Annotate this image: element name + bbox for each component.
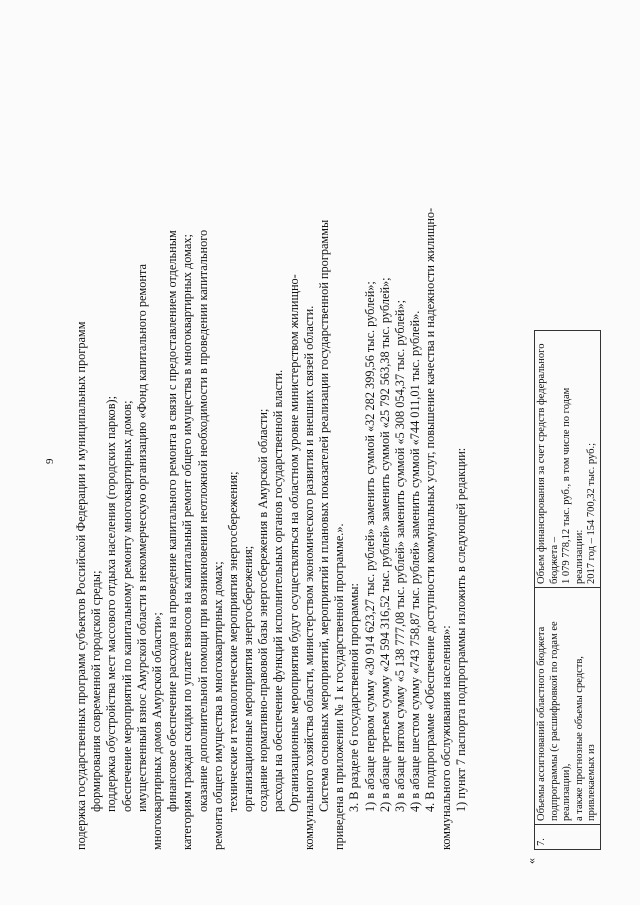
table-row	[535, 331, 601, 850]
text-line: ремонта общего имущества в многоквартирных домах;	[210, 561, 225, 850]
table-cell-number: 7.	[535, 825, 601, 850]
text-line: 3) в абзаце пятом сумму «5 138 777,08 тыс. рублей» заменить суммой «5 308 054,37 тыс. рублей»;	[392, 299, 407, 812]
text-line: 3. В разделе 6 государственной программы:	[347, 583, 362, 812]
text-line: поддержка обустройства мест массового отдыха населения (городских парков);	[104, 395, 119, 812]
text-line: 4. В подпрограмме «Обеспечение доступности коммунальных услуг, повышение качества и надежности жилищно-	[423, 207, 438, 812]
text-line: организационные мероприятия энергосбережения;	[241, 545, 256, 812]
table-label-line: подпрограммы (с расшифровкой по годам ее реализации),	[548, 621, 572, 821]
page-number: 9	[44, 458, 56, 464]
text-line: расходы на обеспечение функций исполнительных органов государственной власти.	[271, 369, 286, 812]
text-line: многоквартирных домов Амурской области»;	[149, 612, 164, 850]
rotated-content	[44, 50, 597, 864]
passport-table	[534, 330, 601, 850]
text-line: подержка государственных программ субъектов Российской Федерации и муниципальных программ	[74, 321, 88, 850]
text-line: формирования современной городской среды;	[89, 570, 104, 812]
text-line: 1) пункт 7 паспорта подпрограммы изложить в следующей редакции:	[453, 447, 468, 812]
table-label-line: а также прогнозные объемы средств, привлекаемых из	[573, 656, 597, 821]
text-line: оказание дополнительной помощи при возникновении неотложной необходимости в проведении капитального	[195, 229, 210, 812]
text-line: коммунального обслуживания населения»:	[438, 625, 453, 850]
text-line: обеспечение мероприятий по капитальному ремонту многоквартирных домов;	[119, 400, 134, 812]
text-line: технические и технологические мероприятия энергосбережения;	[225, 471, 240, 812]
text-line: Система основных мероприятий, мероприятий и плановых показателей реализации государственной программы	[317, 219, 331, 812]
text-line: Организационные мероприятия будут осуществляться на областном уровне министерством жилищно-	[286, 274, 301, 812]
text-line: категориям граждан скидки по уплате взносов на капитальный ремонт общего имущества в многоквартирных домах;	[180, 234, 195, 850]
text-line: имущественный взнос Амурской области в некоммерческую организацию «Фонд капитального ремонта	[134, 264, 149, 812]
text-line: 2) в абзаце третьем сумму «24 594 316,52 тыс. рублей» заменить суммой «25 792 563,38 тыс. рублей»;	[377, 277, 392, 812]
text-line: создание нормативно-правовой базы энергосбережения в Амурской области;	[256, 408, 271, 812]
table-cell-value	[535, 331, 601, 588]
text-line: приведена в приложении № 1 к государственной программе.».	[332, 523, 347, 850]
text-line: финансовое обеспечение расходов на проведение капитального ремонта в связи с предоставлением отдельным	[165, 230, 180, 812]
table-value-line: 2017 год – 154 700,32 тыс. руб.;	[586, 443, 597, 584]
quote-mark: «	[524, 858, 538, 864]
table-cell-label	[535, 588, 601, 825]
table-label-line: Объемы ассигнований областного бюджета	[536, 626, 547, 821]
text-line: 1) в абзаце первом сумму «30 914 623,27 тыс. рублей» заменить суммой «32 282 399,56 тыс. рублей»;	[362, 281, 377, 812]
text-line: 4) в абзаце шестом сумму «743 758,87 тыс. рублей» заменить суммой «744 011,01 тыс. рублей».	[408, 310, 423, 812]
table-value-line: Объем финансирования за счет средств федерального бюджета –	[536, 343, 560, 584]
text-line: коммунального хозяйства области, министерством экономического развития и внешних связей области.	[301, 305, 316, 850]
table-value-line: 1 079 778,12 тыс. руб., в том числе по годам реализации:	[561, 387, 585, 584]
document-body	[74, 50, 469, 850]
